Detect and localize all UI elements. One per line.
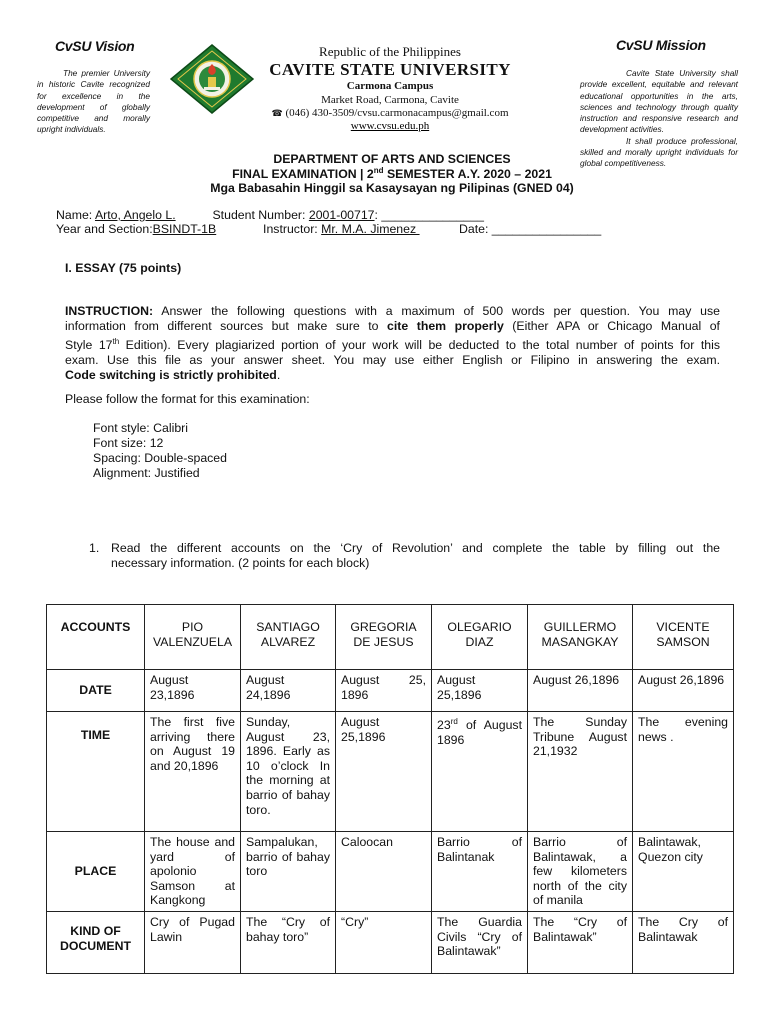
student-line-2	[56, 222, 601, 236]
column-header	[633, 605, 734, 670]
table-cell: “Cry”	[336, 911, 432, 973]
mission-line: sciences and technology through quality	[580, 101, 738, 112]
table-corner-header: ACCOUNTS	[47, 605, 145, 670]
table-cell: The Guardia Civils “Cry of Balintawak”	[432, 911, 528, 973]
instructor-value: Mr. M.A. Jimenez	[321, 222, 420, 236]
essay-heading: I. ESSAY (75 points)	[65, 261, 182, 275]
header-line: MASANGKAY	[541, 634, 619, 649]
table-cell: The Cry of Balintawak	[633, 911, 734, 973]
instructor-label: Instructor:	[263, 222, 322, 236]
format-item: Font style: Calibri	[93, 421, 188, 435]
header-line: DE JESUS	[353, 634, 414, 649]
instruction-sup: th	[112, 337, 120, 346]
vision-line: development of globally	[37, 101, 150, 112]
format-intro: Please follow the format for this examination:	[65, 392, 310, 406]
format-list	[93, 421, 227, 481]
header-line: VALENZUELA	[152, 634, 233, 649]
vision-line: upright individuals.	[37, 124, 106, 135]
table-cell: The house and yard of apolonio Samson at Kangkong	[145, 832, 241, 912]
contact-line	[240, 107, 540, 119]
exam-title-post: SEMESTER A.Y. 2020 – 2021	[383, 167, 552, 182]
instruction-bold: Code switching is strictly prohibited	[65, 368, 277, 383]
instruction-paragraph	[65, 304, 720, 383]
student-number-tail: : _______________	[374, 208, 484, 222]
table-cell: The “Cry of Balintawak”	[528, 911, 633, 973]
vision-line: competitive and morally	[37, 113, 150, 124]
year-section-label: Year and Section:	[56, 222, 153, 236]
instruction-line	[65, 368, 720, 383]
vision-text	[37, 68, 150, 136]
question-line: necessary information. (2 points for each block)	[111, 556, 370, 570]
instruction-text: Edition). Every plagiarized portion of your work will be deducted to the total number of points for this	[119, 338, 720, 353]
header-line: OLEGARIO	[447, 620, 512, 634]
row-label: TIME	[47, 712, 145, 832]
instruction-bold: cite them properly	[387, 319, 504, 333]
name-label: Name:	[56, 208, 95, 222]
question-line: Read the different accounts on the ‘Cry of Revolution’ and complete the table by filling out the	[111, 541, 720, 555]
university-name: CAVITE STATE UNIVERSITY	[269, 60, 511, 79]
row-label: PLACE	[47, 832, 145, 912]
table-cell: The evening news .	[633, 712, 734, 832]
year-section-value: BSINDT-1B	[152, 222, 217, 236]
exam-title-pre: FINAL EXAMINATION | 2	[232, 167, 374, 182]
table-cell: August 25,1896	[336, 712, 432, 832]
table-cell: Barrio of Balintanak	[432, 832, 528, 912]
instruction-line	[65, 319, 720, 334]
table-cell: 23rd of August 1896	[432, 712, 528, 832]
header-line: VICENTE	[656, 620, 710, 634]
student-number-value: 2001-00717	[308, 208, 375, 222]
instruction-text: information from different sources but make sure to	[65, 319, 388, 333]
campus-name: Carmona Campus	[346, 80, 434, 92]
date-value: ________________	[491, 222, 602, 236]
format-item: Spacing: Double-spaced	[93, 451, 227, 465]
student-number-label: Student Number:	[212, 208, 309, 222]
table-cell: Balintawak, Quezon city	[633, 832, 734, 912]
date-label: Date:	[458, 222, 492, 236]
column-header	[336, 605, 432, 670]
name-value: Arto, Angelo L.	[94, 208, 176, 222]
instruction-text: Style 17	[65, 338, 113, 353]
instruction-text: (Either APA or Chicago Manual of	[503, 319, 720, 333]
contact-text: (046) 430-3509/cvsu.carmonacampus@gmail.com	[285, 107, 509, 119]
mission-line: instruction and responsive research and	[580, 113, 738, 124]
column-header	[432, 605, 528, 670]
vision-title: CvSU Vision	[55, 38, 135, 54]
mission-line: skilled and morally upright individuals for	[580, 147, 738, 158]
table-header-row	[47, 605, 734, 670]
header-line: SAMSON	[656, 634, 710, 649]
phone-icon: ☎	[271, 109, 283, 119]
mission-title: CvSU Mission	[616, 37, 706, 53]
table-cell: Sunday, August 23, 1896. Early as 10 o’clock In the morning at barrio of bahay toro.	[241, 712, 336, 832]
header-line: ALVAREZ	[260, 634, 316, 649]
republic-line: Republic of the Philippines	[319, 44, 461, 59]
format-item: Font size: 12	[93, 436, 164, 450]
instruction-line	[65, 304, 720, 319]
instruction-line: exam. Use this file as your answer sheet. You may use either English or Filipino in answering the exam.	[65, 353, 720, 368]
format-item: Alignment: Justified	[93, 466, 200, 480]
instruction-line	[65, 334, 720, 353]
department-title: DEPARTMENT OF ARTS AND SCIENCES	[273, 152, 511, 166]
table-cell: Barrio of Balintawak, a few kilometers north of the city of manila	[528, 832, 633, 912]
mission-line: global competitiveness.	[580, 158, 667, 169]
table-cell: The Sunday Tribune August 21,1932	[528, 712, 633, 832]
mission-line: provide excellent, equitable and relevant	[580, 79, 738, 90]
table-row	[47, 911, 734, 973]
exam-title-sup: nd	[373, 166, 384, 175]
instruction-label: INSTRUCTION:	[65, 304, 154, 318]
vision-line: The premier University	[63, 68, 150, 78]
table-cell: August 24,1896	[241, 670, 336, 712]
vision-line: for excellence in the	[37, 90, 150, 101]
row-label: KIND OF DOCUMENT	[47, 911, 145, 973]
mission-line: It shall produce professional,	[626, 135, 738, 146]
mission-line: development activities.	[580, 124, 664, 135]
table-cell: Caloocan	[336, 832, 432, 912]
accounts-table	[46, 604, 734, 974]
table-row	[47, 670, 734, 712]
header-line: GUILLERMO	[543, 620, 617, 634]
table-cell: Cry of Pugad Lawin	[145, 911, 241, 973]
header-line: PIO	[181, 620, 204, 634]
table-cell: August 25, 1896	[336, 670, 432, 712]
table-row	[47, 712, 734, 832]
question-text	[111, 541, 720, 571]
vision-line: in historic Cavite recognized	[37, 79, 150, 90]
header-line: GREGORIA	[350, 620, 417, 634]
mission-line: Cavite State University shall	[626, 68, 738, 78]
column-header	[528, 605, 633, 670]
website-link[interactable]: www.cvsu.edu.ph	[350, 120, 430, 132]
table-cell: Sampalukan, barrio of bahay toro	[241, 832, 336, 912]
table-cell: The first five arriving there on August 19 and 20,1896	[145, 712, 241, 832]
table-cell: August 25,1896	[432, 670, 528, 712]
course-title: Mga Babasahin Hinggil sa Kasaysayan ng Pilipinas (GNED 04)	[210, 181, 574, 195]
student-line-1	[56, 208, 484, 222]
campus-address: Market Road, Carmona, Cavite	[321, 94, 459, 106]
table-row	[47, 832, 734, 912]
table-cell: The “Cry of bahay toro”	[241, 911, 336, 973]
row-label: DATE	[47, 670, 145, 712]
table-cell: August 26,1896	[633, 670, 734, 712]
question-number: 1.	[89, 541, 100, 555]
header-line: DIAZ	[465, 634, 494, 649]
column-header	[241, 605, 336, 670]
table-cell: August 23,1896	[145, 670, 241, 712]
header-line: SANTIAGO	[256, 620, 320, 634]
instruction-text: .	[276, 368, 281, 383]
table-cell: August 26,1896	[528, 670, 633, 712]
column-header	[145, 605, 241, 670]
instruction-text: Answer the following questions with a maximum of 500 words per question. You may use	[153, 304, 720, 318]
exam-title	[160, 166, 624, 181]
mission-line: educational opportunities in the arts,	[580, 90, 738, 101]
